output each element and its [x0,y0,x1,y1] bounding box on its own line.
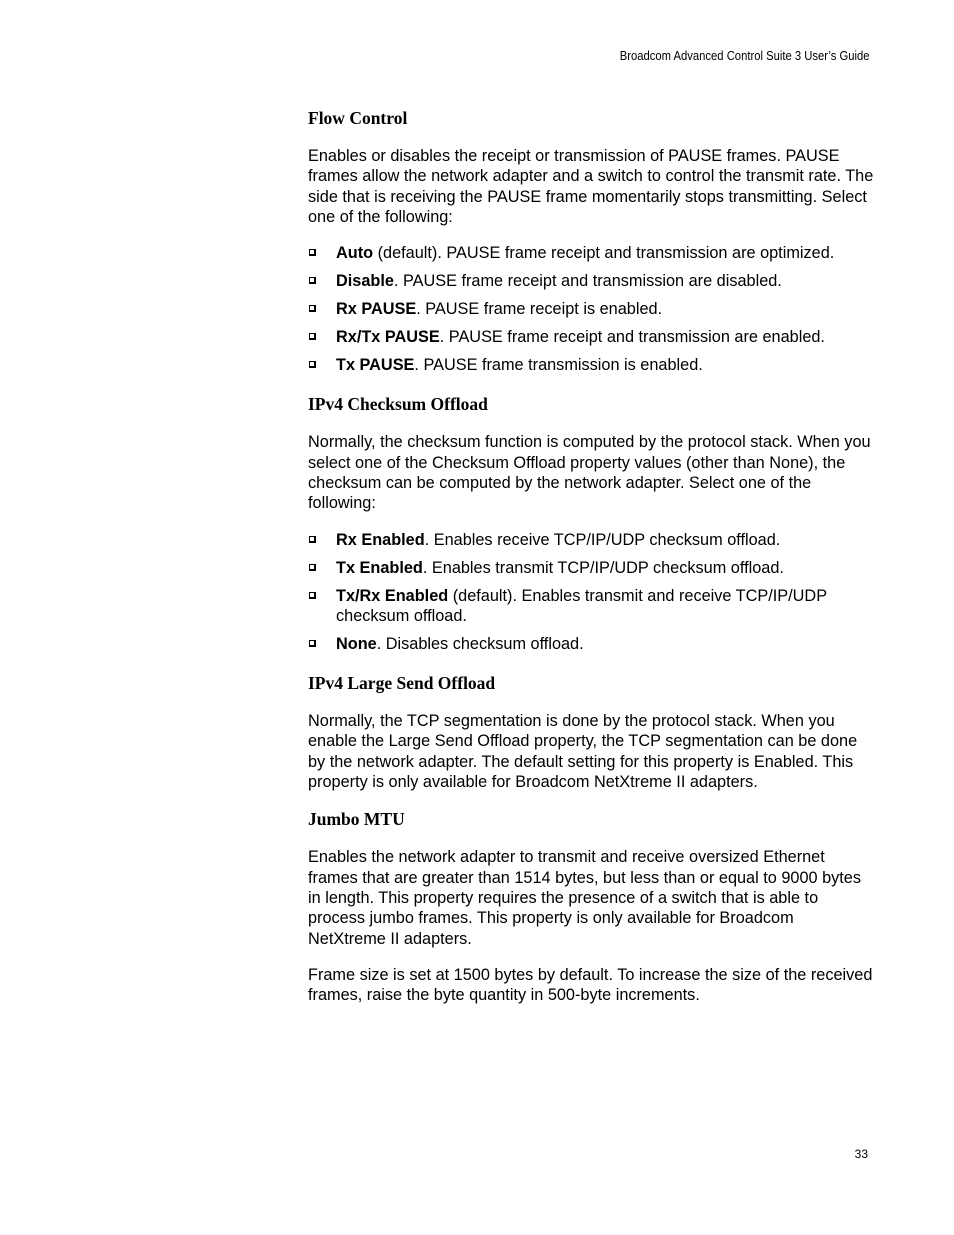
square-bullet-icon [309,333,316,340]
option-desc: . Enables transmit TCP/IP/UDP checksum offload. [422,558,784,577]
list-item [308,586,874,627]
square-bullet-icon [309,592,316,599]
square-bullet-icon [309,640,316,647]
section-heading: Flow Control [308,108,408,128]
list-item [308,634,874,654]
section-intro: Normally, the TCP segmentation is done by the protocol stack. When you enable the Large Send Offload property, the TCP segmentation can be done by the network adapter. The default setting for this property is Enabled. This property is only available for Broadcom NetXtreme II adapters. [308,712,858,792]
list-item [308,271,874,291]
list-item [308,355,874,375]
square-bullet-icon [309,305,316,312]
list-item [308,299,874,319]
option-term: Rx Enabled [336,530,425,549]
page-number: 33 [854,1147,868,1161]
section-ipv4-large-send-offload [308,672,874,792]
list-item [308,327,874,347]
option-desc: . Disables checksum offload. [376,634,584,653]
option-desc: . PAUSE frame transmission is enabled. [414,356,703,375]
section-heading: IPv4 Checksum Offload [308,394,488,415]
option-desc: . PAUSE frame receipt and transmission are enabled. [439,328,825,347]
section-intro: Enables or disables the receipt or transmission of PAUSE frames. PAUSE frames allow the network adapter and a switch to control the transmit rate. The side that is receiving the PAUSE frame momentarily stops transmitting. Select one of the following: [308,147,874,226]
running-header: Broadcom Advanced Control Suite 3 User’s Guide [619,49,869,63]
option-term: Disable [336,272,394,291]
square-bullet-icon [309,361,316,368]
option-list [308,530,874,655]
section-intro: Enables the network adapter to transmit and receive oversized Ethernet frames that are greater than 1514 bytes, but less than or equal to 9000 bytes in length. This property requires the presence of a switch that is able to process jumbo frames. This property is only available for Broadcom NetXtreme II adapters. [308,848,862,948]
section-paragraph: Frame size is set at 1500 bytes by default. To increase the size of the received frames, raise the byte quantity in 500-byte increments. [308,965,873,1005]
option-desc: . PAUSE frame receipt and transmission are disabled. [393,272,782,291]
page-content [308,107,874,1021]
option-desc: (default). Enables transmit and receive TCP/IP/UDP checksum offload. [336,586,827,625]
list-item [308,530,874,550]
square-bullet-icon [309,249,316,256]
list-item [308,243,874,263]
square-bullet-icon [309,277,316,284]
list-item [308,558,874,578]
option-desc: (default). PAUSE frame receipt and transmission are optimized. [373,244,835,263]
section-ipv4-checksum-offload [308,393,874,654]
section-heading: Jumbo MTU [308,809,405,830]
option-list [308,243,874,375]
option-term: Rx PAUSE [336,300,417,319]
section-jumbo-mtu [308,808,874,1005]
option-desc: . Enables receive TCP/IP/UDP checksum offload. [424,530,781,549]
option-term: Tx/Rx Enabled [336,586,449,605]
square-bullet-icon [309,536,316,543]
section-flow-control [308,107,874,375]
option-term: Tx PAUSE [336,356,415,375]
section-heading: IPv4 Large Send Offload [308,673,496,694]
option-term: Rx/Tx PAUSE [336,328,440,347]
option-term: None [336,634,377,653]
option-term: Auto [336,244,374,263]
square-bullet-icon [309,564,316,571]
section-intro: Normally, the checksum function is computed by the protocol stack. When you select one of the Checksum Offload property values (other than None), the checksum can be computed by the network adapter. Select one of the following: [308,433,871,513]
option-desc: . PAUSE frame receipt is enabled. [416,300,663,319]
option-term: Tx Enabled [336,558,423,577]
